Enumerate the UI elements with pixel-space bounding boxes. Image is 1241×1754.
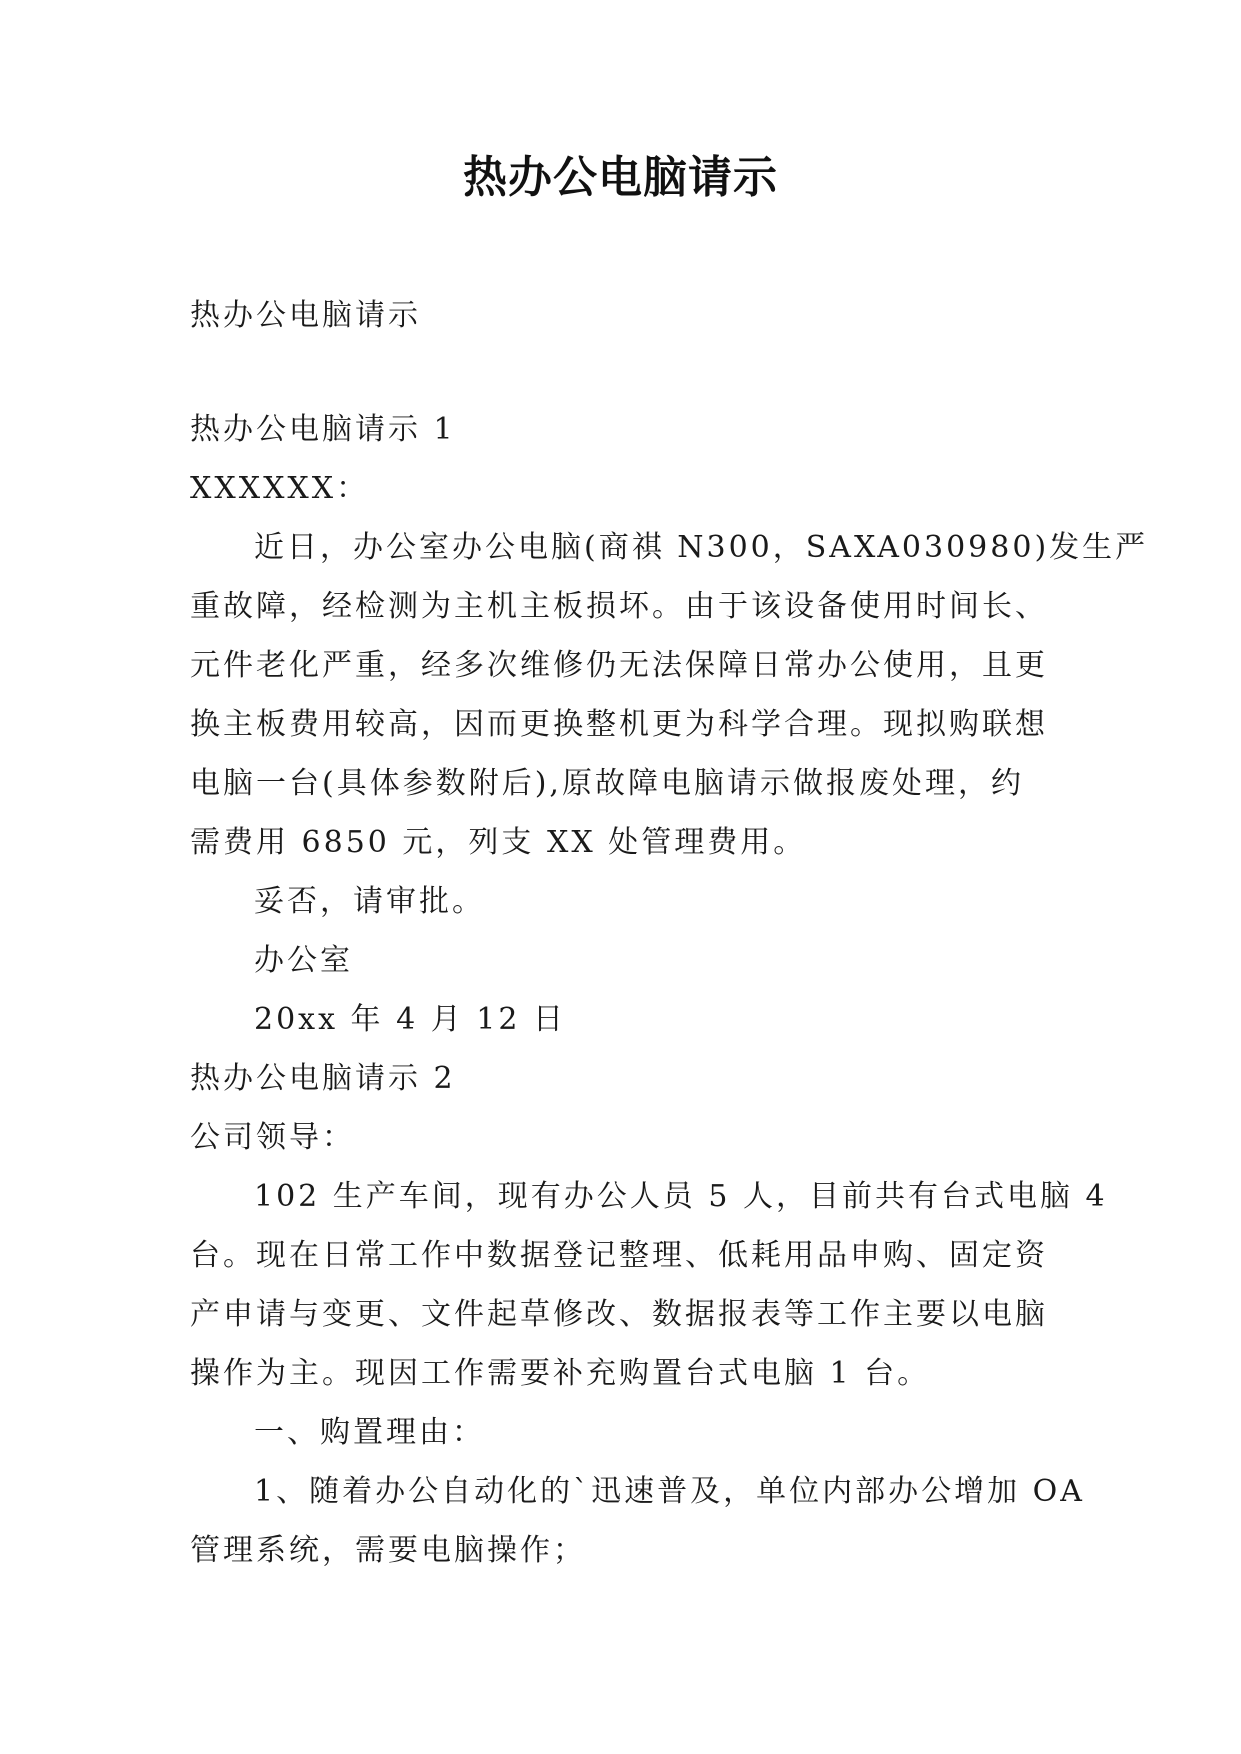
section-1-body-line: 重故障，经检测为主机主板损坏。由于该设备使用时间长、 [190,589,1048,624]
section-1-request: 妥否，请审批。 [254,884,485,919]
section-1-date: 20xx 年 4 月 12 日 [254,1002,566,1037]
section-2-body-line: 102 生产车间，现有办公人员 5 人，目前共有台式电脑 4 [254,1179,1108,1214]
section-1-body-line: 近日，办公室办公电脑(商祺 N300，SAXA030980)发生严 [254,530,1149,565]
section-1-signature: 办公室 [254,943,353,978]
section-1-body-line: 需费用 6850 元，列支 XX 处管理费用。 [190,825,807,860]
section-2-addressee: 公司领导： [190,1120,355,1155]
section-2-heading: 热办公电脑请示 2 [190,1061,456,1096]
section-1-body-line: 元件老化严重，经多次维修仍无法保障日常办公使用，且更 [190,648,1048,683]
section-2-body-line: 产申请与变更、文件起草修改、数据报表等工作主要以电脑 [190,1297,1048,1332]
section-2-reason-line: 管理系统，需要电脑操作； [190,1533,586,1568]
section-1-addressee: XXXXXX： [190,471,370,506]
document-title: 热办公电脑请示 [463,152,778,203]
intro-heading: 热办公电脑请示 [190,298,421,333]
section-2-body-line: 操作为主。现因工作需要补充购置台式电脑 1 台。 [190,1356,931,1391]
section-1-body-line: 电脑一台(具体参数附后),原故障电脑请示做报废处理，约 [190,766,1024,801]
section-2-reason-line: 1、随着办公自动化的`迅速普及，单位内部办公增加 OA [254,1474,1085,1509]
section-1-body-line: 换主板费用较高，因而更换整机更为科学合理。现拟购联想 [190,707,1048,742]
section-2-subheading: 一、购置理由： [254,1415,485,1450]
section-1-heading: 热办公电脑请示 1 [190,412,456,447]
section-2-body-line: 台。现在日常工作中数据登记整理、低耗用品申购、固定资 [190,1238,1048,1273]
